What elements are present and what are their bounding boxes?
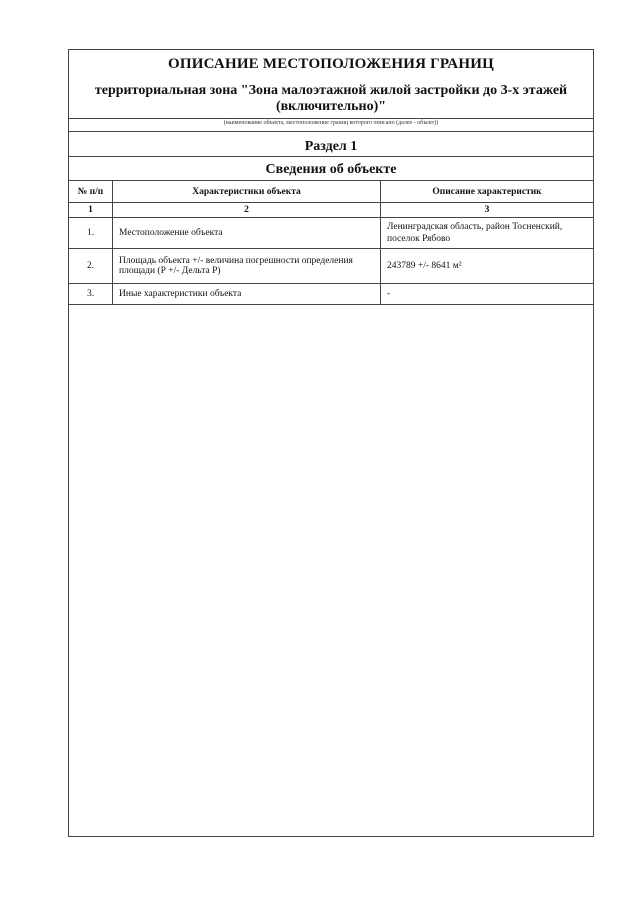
row-number: 1.: [69, 218, 113, 249]
document-frame: [68, 49, 594, 837]
row-description: -: [381, 284, 594, 305]
zone-name: территориальная зона "Зона малоэтажной жилой застройки до 3-х этажей (включительно)": [94, 83, 568, 114]
column-header-description: Описание характеристик: [381, 181, 594, 203]
table-header-row: [69, 181, 594, 203]
row-description: Ленинградская область, район Тосненский, поселок Рябово: [381, 218, 594, 249]
object-info-table: [68, 180, 594, 305]
table-row: [69, 218, 594, 249]
table-row: [69, 284, 594, 305]
row-characteristic: Местоположение объекта: [113, 218, 381, 249]
column-header-characteristic: Характеристики объекта: [113, 181, 381, 203]
column-header-number: № п/п: [69, 181, 113, 203]
divider: [69, 118, 593, 119]
document-title: ОПИСАНИЕ МЕСТОПОЛОЖЕНИЯ ГРАНИЦ: [168, 56, 494, 72]
table-row: [69, 249, 594, 284]
row-description: 243789 +/- 8641 м²: [381, 249, 594, 284]
object-caption: (наименование объекта, местоположение границ которого описано (далее - объект)): [223, 120, 439, 126]
divider: [69, 156, 593, 157]
row-characteristic: Площадь объекта +/- величина погрешности определения площади (Р +/- Дельта Р): [113, 249, 381, 284]
table-index-row: [69, 203, 594, 218]
section-subtitle: Сведения об объекте: [265, 162, 397, 177]
section-title: Раздел 1: [304, 139, 358, 154]
index-cell: 3: [381, 203, 594, 218]
divider: [69, 131, 593, 132]
row-number: 3.: [69, 284, 113, 305]
index-cell: 2: [113, 203, 381, 218]
index-cell: 1: [69, 203, 113, 218]
row-number: 2.: [69, 249, 113, 284]
row-characteristic: Иные характеристики объекта: [113, 284, 381, 305]
